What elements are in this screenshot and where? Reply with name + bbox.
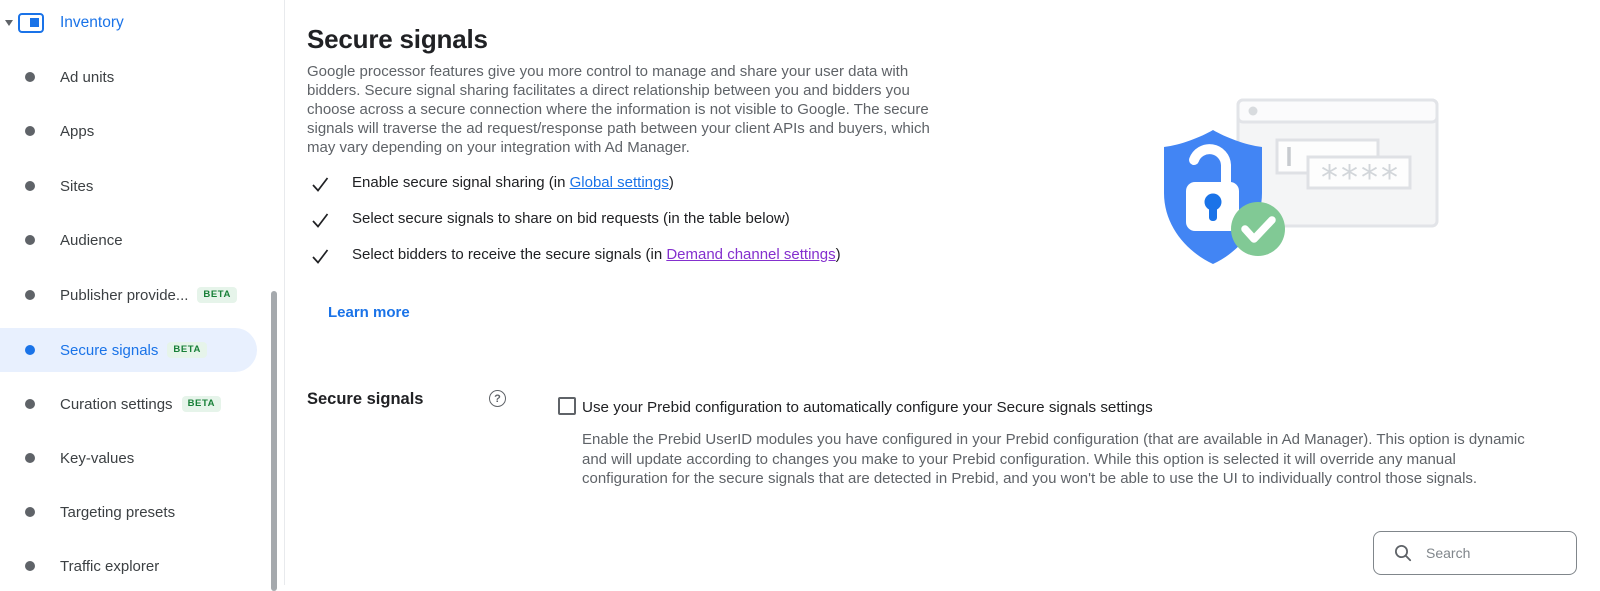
svg-text:****: **** bbox=[1321, 158, 1401, 198]
bullet-icon bbox=[25, 345, 35, 355]
page-title: Secure signals bbox=[307, 24, 488, 54]
section-heading: Secure signals bbox=[307, 390, 424, 408]
sidebar-item-traffic-explorer[interactable] bbox=[0, 544, 257, 588]
checklist-item-select-signals bbox=[310, 210, 790, 230]
intro-paragraph: Google processor features give you more control to manage and share your user data with bidders. Secure signal sharing facilitates a direct relationship between you and bidders you choose across a secure connection where the information is not visible to Google. The secure signals will traverse the ad request/response path between your client APIs and buyers, which may vary depending on your integration with Ad Manager. bbox=[307, 63, 930, 156]
sidebar-scrollbar[interactable] bbox=[271, 291, 277, 591]
sidebar-item-label: Audience bbox=[60, 231, 123, 249]
checklist-text: Enable secure signal sharing (in bbox=[352, 174, 570, 191]
bullet-icon bbox=[25, 507, 35, 517]
section-description: Enable the Prebid UserID modules you have configured in your Prebid configuration (that are available in Ad Manager). This option is dynamic and will update according to changes you make to your Prebid configuration. While this option is selected it will override any manual configuration for the secure signals that are detected in Prebid, and you won't be able to use the UI to individually control those signals. bbox=[582, 431, 1525, 487]
checkmark-icon bbox=[310, 210, 330, 230]
sidebar-item-publisher-provided[interactable] bbox=[0, 273, 257, 317]
sidebar-item-label: Inventory bbox=[60, 14, 124, 31]
sidebar-item-label: Traffic explorer bbox=[60, 557, 160, 575]
sidebar-item-label: Curation settings bbox=[60, 395, 173, 413]
search-input[interactable] bbox=[1426, 545, 1556, 561]
checklist-text: ) bbox=[668, 174, 674, 191]
sidebar-item-inventory[interactable] bbox=[0, 1, 257, 45]
bullet-icon bbox=[25, 235, 35, 245]
bullet-icon bbox=[25, 72, 35, 82]
sidebar-item-apps[interactable] bbox=[0, 109, 257, 153]
checkmark-icon bbox=[310, 174, 330, 194]
sidebar-item-curation-settings[interactable] bbox=[0, 382, 257, 426]
sidebar-item-label: Secure signals bbox=[60, 341, 159, 359]
inventory-icon bbox=[18, 13, 44, 33]
sidebar-item-targeting-presets[interactable] bbox=[0, 490, 257, 534]
sidebar-item-label: Targeting presets bbox=[60, 503, 176, 521]
sidebar-item-secure-signals[interactable] bbox=[0, 328, 257, 372]
sidebar bbox=[0, 0, 285, 585]
checklist-text: ) bbox=[835, 246, 841, 263]
checklist-item-select-bidders bbox=[310, 246, 841, 266]
bullet-icon bbox=[25, 290, 35, 300]
search-box bbox=[1373, 531, 1577, 575]
checkmark-icon bbox=[310, 246, 330, 266]
secure-signals-illustration bbox=[1125, 85, 1445, 270]
main-content bbox=[285, 0, 1600, 585]
sidebar-item-label: Publisher provide... bbox=[60, 286, 189, 304]
beta-badge: BETA bbox=[167, 342, 207, 358]
checkbox-label: Use your Prebid configuration to automatically configure your Secure signals settings bbox=[582, 399, 1153, 416]
checklist-text: Select bidders to receive the secure signals (in bbox=[352, 246, 667, 263]
sidebar-item-sites[interactable] bbox=[0, 164, 257, 208]
help-icon[interactable]: ? bbox=[489, 390, 506, 407]
chevron-down-icon[interactable] bbox=[5, 20, 13, 26]
sidebar-item-key-values[interactable] bbox=[0, 436, 257, 480]
sidebar-item-ad-units[interactable] bbox=[0, 55, 257, 99]
beta-badge: BETA bbox=[182, 396, 222, 412]
bullet-icon bbox=[25, 181, 35, 191]
sidebar-item-label: Ad units bbox=[60, 68, 115, 86]
global-settings-link[interactable]: Global settings bbox=[569, 174, 669, 191]
learn-more-link[interactable]: Learn more bbox=[328, 304, 410, 321]
sidebar-item-label: Sites bbox=[60, 177, 94, 195]
prebid-config-checkbox[interactable] bbox=[558, 397, 576, 415]
bullet-icon bbox=[25, 561, 35, 571]
beta-badge: BETA bbox=[197, 287, 237, 303]
check-circle-icon bbox=[1231, 202, 1285, 256]
bullet-icon bbox=[25, 126, 35, 136]
checklist-text: Select secure signals to share on bid requests (in the table below) bbox=[352, 210, 790, 227]
search-icon bbox=[1394, 544, 1412, 562]
bullet-icon bbox=[25, 399, 35, 409]
checklist-item-enable-sharing bbox=[310, 174, 674, 194]
sidebar-item-label: Key-values bbox=[60, 449, 135, 467]
sidebar-item-audience[interactable] bbox=[0, 218, 257, 262]
demand-channel-settings-link[interactable]: Demand channel settings bbox=[666, 246, 836, 263]
bullet-icon bbox=[25, 453, 35, 463]
sidebar-item-label: Apps bbox=[60, 122, 95, 140]
